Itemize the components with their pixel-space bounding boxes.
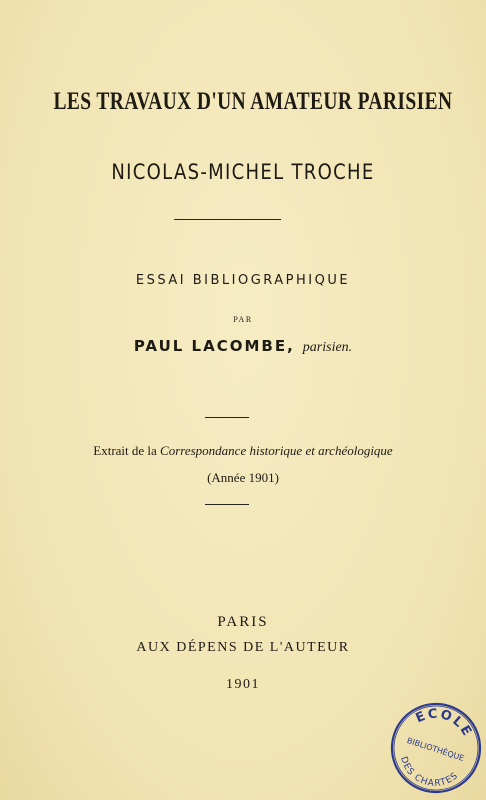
imprint-year: 1901	[226, 677, 260, 692]
author-name: PAUL LACOMBE,	[133, 337, 295, 355]
divider-rule	[205, 504, 249, 505]
book-subtitle: NICOLAS-MICHEL TROCHE	[111, 160, 375, 184]
extract-journal: Correspondance historique	[160, 443, 303, 458]
extract-conjunction: et	[305, 443, 315, 458]
author-role: parisien.	[302, 340, 353, 355]
imprint-city: PARIS	[217, 614, 269, 630]
library-stamp	[388, 700, 484, 796]
extract-journal-end: archéologique	[318, 443, 393, 458]
divider-rule	[174, 219, 281, 220]
extract-line	[0, 443, 486, 459]
book-title: LES TRAVAUX D'UN AMATEUR PARISIEN	[53, 88, 453, 115]
svg-text:ECOLE: ECOLE	[413, 706, 476, 741]
author-line	[0, 337, 486, 356]
imprint-publisher: AUX DÉPENS DE L'AUTEUR	[136, 640, 350, 655]
extract-prefix: Extrait de la	[93, 443, 157, 458]
year-note: (Année 1901)	[207, 470, 279, 485]
par-label: PAR	[233, 315, 253, 324]
svg-text:BIBLIOTHÈQUE: BIBLIOTHÈQUE	[405, 735, 466, 763]
divider-rule	[205, 417, 249, 418]
genre-label: ESSAI BIBLIOGRAPHIQUE	[135, 273, 351, 288]
svg-text:DES CHARTES: DES CHARTES	[398, 755, 461, 789]
library-stamp-icon	[388, 700, 484, 796]
